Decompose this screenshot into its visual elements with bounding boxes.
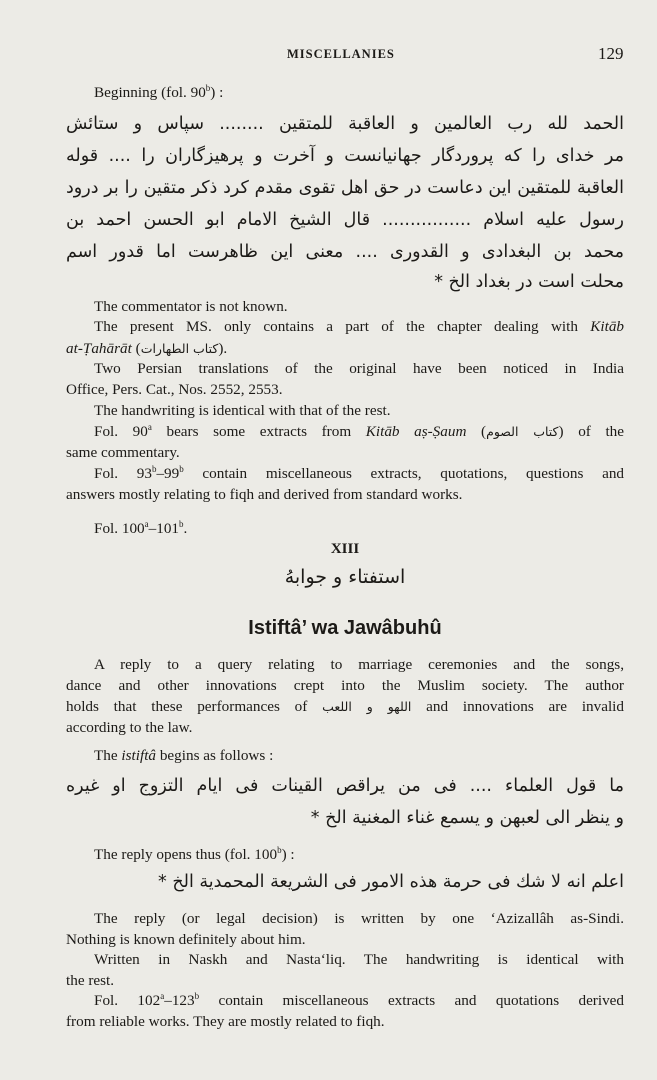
running-head: MISCELLANIES — [287, 47, 395, 61]
description-line-3: holds that these performances of اللهو و اللعب and innovations are invalid — [66, 698, 625, 715]
istifta-arabic-line-2: و ينظر الی لعبهن و يسمع غناء المغنية الخ * — [310, 808, 624, 828]
persian-line-1: Two Persian translations of the original have been noticed in India — [94, 360, 624, 377]
entry-arabic-title: استفتاء و جوابهُ — [284, 566, 406, 588]
present-ms-line-1: The present MS. only contains a part of the chapter dealing with Kitāb — [94, 318, 625, 335]
description-line-2: dance and other innovations crept into the Muslim society. The author — [66, 677, 624, 694]
page-number: 129 — [598, 44, 624, 63]
fol90-line-1: Fol. 90$^a$ bears some extracts from Kitāb aṣ-Ṣaum (كتاب الصوم) of the — [94, 421, 624, 440]
description-line-4: according to the law. — [66, 719, 193, 736]
closing-line-1: The reply (or legal decision) is written by one ‘Azizallâh as-Sindi. — [94, 910, 624, 927]
beginning-label: Beginning (fol. 90$^b$) : — [94, 82, 224, 101]
fol102-line-2: from reliable works. They are mostly related to fiqh. — [66, 1013, 385, 1030]
closing-line-2: Nothing is known definitely about him. — [66, 931, 306, 948]
fol93-line-1: Fol. 93$^b$–99$^b$ contain miscellaneous extracts, quotations, questions and — [94, 463, 625, 482]
fol90-line-2: same commentary. — [66, 444, 180, 461]
commentator-line: The commentator is not known. — [94, 298, 288, 315]
beginning-arabic-line-1: الحمد لله رب العالمين و العاقبة للمتقين ........ سپاس و ستائش — [66, 114, 624, 134]
entry-number: XIII — [330, 541, 360, 557]
closing-line-3: Written in Naskh and Nasta‘liq. The handwriting is identical with — [94, 951, 624, 968]
entry-title: Istiftâ’ wa Jawâbuhû — [248, 617, 442, 639]
description-line-1: A reply to a query relating to marriage ceremonies and the songs, — [94, 656, 624, 673]
persian-line-2: Office, Pers. Cat., Nos. 2552, 2553. — [66, 381, 283, 398]
handwriting-line: The handwriting is identical with that of the rest. — [94, 402, 391, 419]
closing-line-4: the rest. — [66, 972, 115, 989]
beginning-arabic-line-3: العاقبة للمتقين اين دعاست در حق اهل تقوی مقدم كرد ذكر متقين را بر درود — [66, 178, 624, 198]
fol93-line-2: answers mostly relating to fiqh and derived from standard works. — [66, 486, 463, 503]
reply-arabic-line: اعلم انه لا شك فی حرمة هذه الامور فی الشريعة المحمدية الخ * — [158, 872, 624, 892]
folio-range: Fol. 100$^a$–101$^b$. — [94, 518, 188, 537]
beginning-arabic-line-6: محلت است در بغداد الخ * — [434, 272, 624, 292]
present-ms-line-2: at-Ṭahārāt (كتاب الطهارات). — [66, 340, 228, 357]
istifta-intro: The istiftâ begins as follows : — [94, 747, 274, 764]
reply-intro: The reply opens thus (fol. 100$^b$) : — [94, 844, 295, 863]
istifta-arabic-line-1: ما قول العلماء .... فی من يراقص القينات فی ايام التزوج او غيره — [66, 776, 624, 796]
beginning-arabic-line-2: مر خدای را که پروردگار جهانیانست و آخرت و پرهیزگاران را .... قوله — [66, 146, 624, 166]
beginning-arabic-line-5: محمد بن البغدادی و القدوری .... معنی اين ظاهرست اما قدور اسم — [66, 242, 624, 262]
beginning-arabic-line-4: رسول عليه اسلام ................ قال الشيخ الامام ابو الحسن احمد بن — [66, 210, 624, 230]
fol102-line-1: Fol. 102$^a$–123$^b$ contain miscellaneous extracts and quotations derived — [94, 990, 625, 1009]
